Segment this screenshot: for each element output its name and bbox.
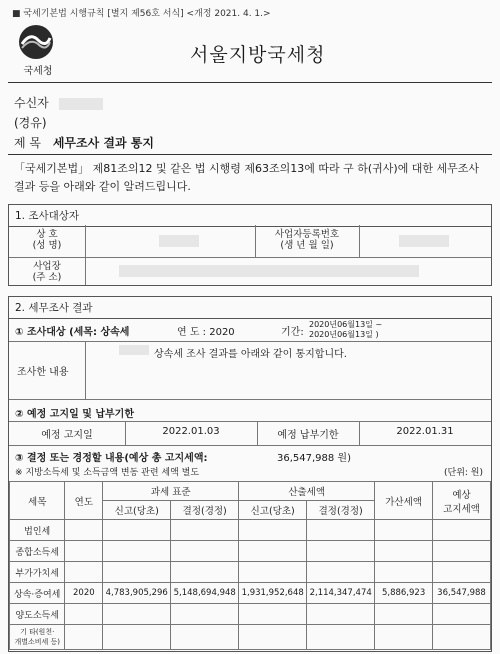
table-row bbox=[10, 583, 491, 604]
header-calc-decision: 결정(경정) bbox=[307, 501, 375, 520]
table-cell-item: 종합소득세 bbox=[10, 541, 65, 562]
divider bbox=[9, 257, 491, 258]
table-cell-expected bbox=[433, 625, 491, 650]
divider bbox=[85, 225, 86, 285]
decision-total: 36,547,988 원) bbox=[277, 453, 351, 464]
table-cell-item: 양도소득세 bbox=[10, 604, 65, 625]
header-base: 과세 표준 bbox=[103, 482, 239, 501]
table-cell-year bbox=[65, 604, 103, 625]
table-cell-base-report bbox=[103, 562, 171, 583]
table-cell-year bbox=[65, 562, 103, 583]
tax-table bbox=[9, 481, 491, 650]
redacted-block bbox=[119, 265, 419, 277]
year-label: 연 도 : 2020 bbox=[177, 327, 235, 338]
decision-title: ③ 결정 또는 경정할 내용(예상 총 고지세액: bbox=[15, 453, 208, 464]
redacted-block bbox=[399, 235, 449, 247]
table-cell-base-decision bbox=[171, 625, 239, 650]
table-cell-year bbox=[65, 625, 103, 650]
table-cell-calc-report bbox=[239, 625, 307, 650]
table-cell-calc-report: 1,931,952,648 bbox=[239, 583, 307, 604]
tax-table-body bbox=[10, 520, 491, 650]
period-label: 기간: bbox=[281, 327, 304, 338]
table-cell-penalty bbox=[375, 604, 433, 625]
table-row bbox=[10, 625, 491, 650]
table-cell-base-report bbox=[103, 541, 171, 562]
table-header-row bbox=[10, 482, 491, 501]
office-name: 서울지방국세청 bbox=[190, 44, 326, 66]
table-cell-base-report bbox=[103, 520, 171, 541]
table-cell-penalty bbox=[375, 625, 433, 650]
subject-value: 세무조사 결과 통지 bbox=[52, 136, 154, 150]
content-text: 상속세 조사 결과를 아래와 같이 통지합니다. bbox=[154, 349, 347, 360]
table-cell-calc-decision bbox=[307, 604, 375, 625]
table-cell-penalty bbox=[375, 562, 433, 583]
table-row bbox=[10, 520, 491, 541]
table-cell-year bbox=[65, 520, 103, 541]
table-cell-calc-report bbox=[239, 520, 307, 541]
table-row bbox=[10, 604, 491, 625]
notice-date-label: 예정 고지일 bbox=[41, 430, 93, 441]
section-1-title: 1. 조사대상자 bbox=[9, 205, 491, 227]
decision-note: ※ 지방소득세 및 소득금액 변동 관련 세액 별도 bbox=[15, 468, 200, 478]
header-computed: 산출세액 bbox=[239, 482, 375, 501]
name-label: 상 호 (성 명) bbox=[32, 229, 62, 251]
table-cell-calc-decision bbox=[307, 562, 375, 583]
table-cell-base-report bbox=[103, 625, 171, 650]
table-cell-expected bbox=[433, 541, 491, 562]
table-cell-year: 2020 bbox=[65, 583, 103, 604]
logo-text: 국세청 bbox=[23, 66, 53, 77]
decision-row bbox=[9, 447, 491, 479]
table-cell-calc-decision bbox=[307, 520, 375, 541]
via-label: (경유) bbox=[14, 116, 47, 130]
tax-table-wrap bbox=[9, 481, 491, 650]
table-cell-item: 부가가치세 bbox=[10, 562, 65, 583]
table-cell-calc-decision bbox=[307, 625, 375, 650]
period-to: 2020년06월13일 ) bbox=[309, 330, 379, 339]
header-calc-report: 신고(당초) bbox=[239, 501, 307, 520]
address-label: 사업장 (주 소) bbox=[32, 261, 62, 283]
subject-title: ① 조사대상 (세목: 상속세 bbox=[15, 327, 130, 338]
table-cell-base-decision bbox=[171, 604, 239, 625]
nts-logo-icon bbox=[18, 24, 54, 60]
section-1 bbox=[8, 204, 492, 286]
table-cell-expected bbox=[433, 604, 491, 625]
notice-date: 2022.01.03 bbox=[162, 426, 220, 437]
divider bbox=[85, 341, 86, 399]
subject-label: 제 목 bbox=[14, 136, 41, 150]
header-expected: 예상 고지세액 bbox=[433, 482, 491, 520]
intro-text: 「국세기본법」 제81조의12 및 같은 법 시행령 제63조의13에 따라 구 하(귀사)에 대한 세무조사 결과 등을 아래와 같이 알려드립니다. bbox=[14, 162, 480, 193]
header-year: 연도 bbox=[65, 482, 103, 520]
redacted-block bbox=[59, 98, 103, 110]
due-row bbox=[9, 421, 491, 446]
table-cell-calc-decision: 2,114,347,474 bbox=[307, 583, 375, 604]
due-title: ② 예정 고지일 및 납부기한 bbox=[15, 409, 134, 420]
table-cell-item: 법인세 bbox=[10, 520, 65, 541]
table-cell-penalty: 5,886,923 bbox=[375, 583, 433, 604]
section-2-title: 2. 세무조사 결과 bbox=[9, 297, 491, 319]
recipient-row bbox=[14, 94, 103, 111]
subject-divider bbox=[8, 154, 492, 155]
table-cell-calc-report bbox=[239, 562, 307, 583]
redacted-block bbox=[159, 235, 199, 247]
content-row bbox=[9, 341, 491, 400]
section-2 bbox=[8, 296, 492, 652]
redacted-block bbox=[119, 345, 149, 355]
subject-row bbox=[9, 319, 491, 342]
due-title-row bbox=[9, 401, 491, 422]
header-divider bbox=[8, 82, 492, 83]
table-cell-year bbox=[65, 541, 103, 562]
table-cell-base-decision bbox=[171, 562, 239, 583]
table-cell-calc-report bbox=[239, 541, 307, 562]
header-base-decision: 결정(경정) bbox=[171, 501, 239, 520]
pay-due-label: 예정 납부기한 bbox=[277, 430, 339, 441]
table-cell-item: 상속·증여세 bbox=[10, 583, 65, 604]
table-cell-base-decision: 5,148,694,948 bbox=[171, 583, 239, 604]
form-number: ■ 국세기본법 시행규칙 [별지 제56호 서식] <개정 2021. 4. 1.> bbox=[12, 9, 271, 19]
table-cell-base-report bbox=[103, 604, 171, 625]
table-row bbox=[10, 562, 491, 583]
table-row bbox=[10, 541, 491, 562]
table-cell-expected bbox=[433, 520, 491, 541]
table-cell-calc-decision bbox=[307, 541, 375, 562]
period-from: 2020년06월13일 ~ bbox=[309, 320, 383, 329]
subject-row bbox=[14, 134, 154, 151]
table-cell-base-report: 4,783,905,296 bbox=[103, 583, 171, 604]
header-penalty: 가산세액 bbox=[375, 482, 433, 520]
header-base-report: 신고(당초) bbox=[103, 501, 171, 520]
table-cell-base-decision bbox=[171, 541, 239, 562]
content-label: 조사한 내용 bbox=[17, 367, 69, 378]
table-cell-calc-report bbox=[239, 604, 307, 625]
table-cell-expected: 36,547,988 bbox=[433, 583, 491, 604]
header-item: 세목 bbox=[10, 482, 65, 520]
divider bbox=[359, 225, 360, 257]
pay-due: 2022.01.31 bbox=[396, 426, 454, 437]
unit-label: (단위: 원) bbox=[444, 468, 483, 478]
table-cell-penalty bbox=[375, 541, 433, 562]
table-cell-base-decision bbox=[171, 520, 239, 541]
table-cell-item: 기 타(원천· 개별소비세 등) bbox=[10, 625, 65, 650]
regno-label: 사업자등록번호 (생 년 월 일) bbox=[274, 229, 340, 251]
recipient-label: 수신자 bbox=[14, 96, 49, 110]
table-cell-expected bbox=[433, 562, 491, 583]
table-cell-penalty bbox=[375, 520, 433, 541]
